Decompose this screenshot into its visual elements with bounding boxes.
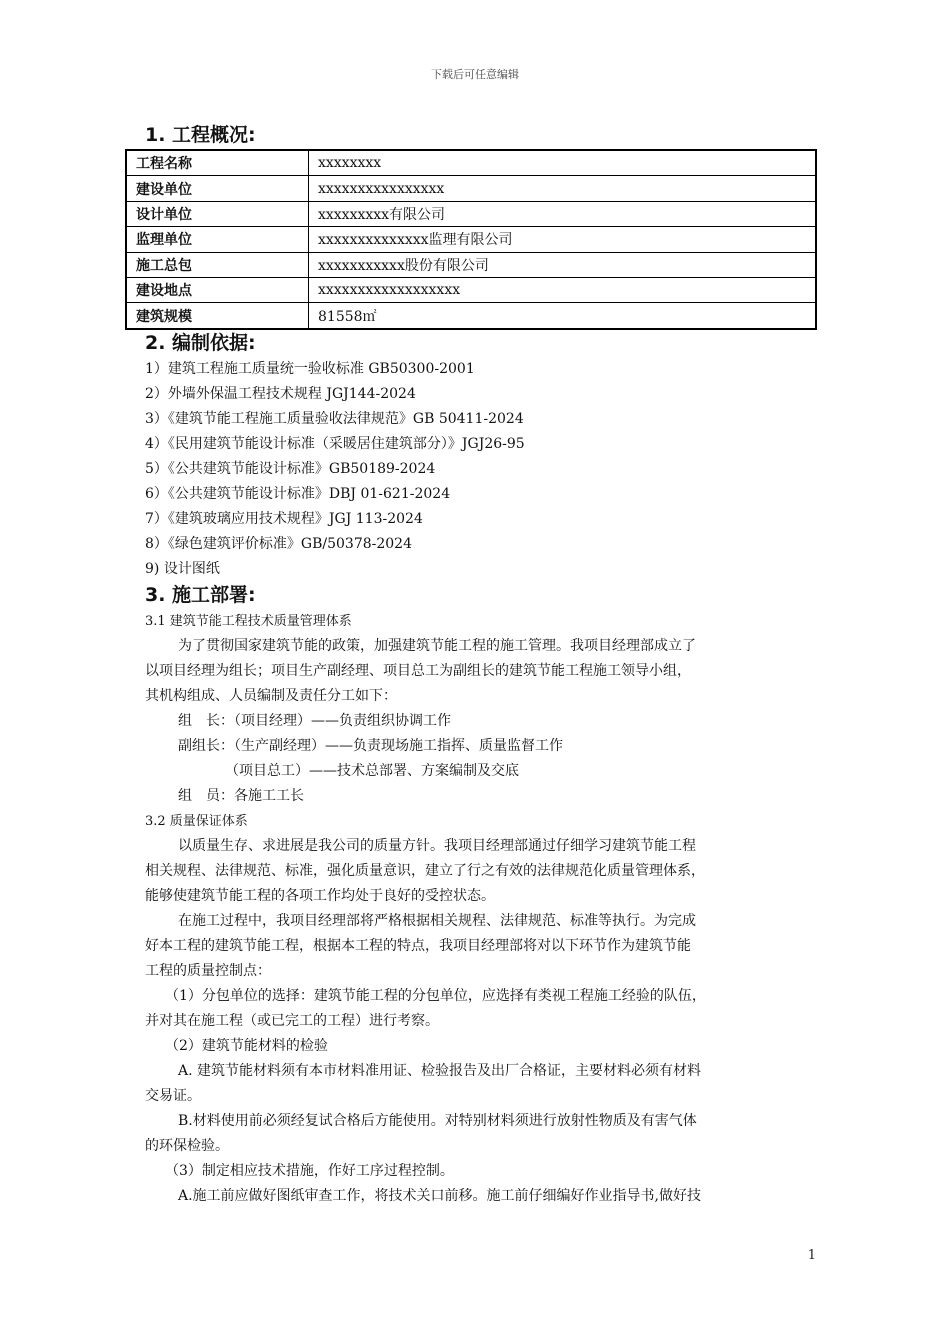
row-label: 建设地点 [126,277,309,302]
table-row [126,277,816,302]
section-3-title: 3. 施工部署: [145,583,256,606]
paragraph-line: B.材料使用前必须经复试合格后方能使用。对特别材料须进行放射性物质及有害气体 [178,1112,697,1129]
basis-item: 3）《建筑节能工程施工质量验收法律规范》GB 50411-2024 [145,410,524,427]
paragraph-line: 在施工过程中，我项目经理部将严格根据相关规程、法律规范、标准等执行。为完成 [178,912,696,929]
role-line: 副组长：（生产副经理）——负责现场施工指挥、质量监督工作 [178,737,563,754]
table-row [126,150,816,176]
paragraph-line: 其机构组成、人员编制及责任分工如下： [145,687,397,704]
basis-item: 5）《公共建筑节能设计标准》GB50189-2024 [145,460,436,477]
table-row [126,252,816,277]
control-point-line: （1）分包单位的选择：建筑节能工程的分包单位，应选择有类视工程施工经验的队伍， [165,987,706,1004]
table-row [126,201,816,226]
row-value: xxxxxxxxxxxxxxxxxx [309,277,817,302]
row-label: 建筑规模 [126,303,309,329]
paragraph-line: 能够使建筑节能工程的各项工作均处于良好的受控状态。 [145,887,495,904]
subsection-3-2-title: 3.2 质量保证体系 [145,813,248,829]
row-label: 工程名称 [126,150,309,176]
table-row [126,176,816,201]
basis-item: 4）《民用建筑节能设计标准（采暖居住建筑部分）》JGJ26-95 [145,435,525,452]
row-value: xxxxxxxxxxx股份有限公司 [309,252,817,277]
basis-item: 6）《公共建筑节能设计标准》DBJ 01-621-2024 [145,485,451,502]
row-value: 81558㎡ [309,303,817,329]
basis-item: 9) 设计图纸 [145,560,220,577]
table-row [126,303,816,329]
row-value: xxxxxxxxxxxxxx监理有限公司 [309,227,817,252]
document-body [136,122,817,1209]
role-line: 组 员：各施工工长 [178,787,304,804]
paragraph-line: 为了贯彻国家建筑节能的政策，加强建筑节能工程的施工管理。我项目经理部成立了 [178,637,696,654]
basis-item: 7）《建筑玻璃应用技术规程》JGJ 113-2024 [145,510,423,527]
project-overview-table [125,149,817,330]
basis-item: 8）《绿色建筑评价标准》GB/50378-2024 [145,535,412,552]
control-point-line: 并对其在施工程（或已完工的工程）进行考察。 [145,1012,439,1029]
paragraph-line: 工程的质量控制点： [145,962,271,979]
paragraph-line: 好本工程的建筑节能工程，根据本工程的特点，我项目经理部将对以下环节作为建筑节能 [145,937,691,954]
row-value: xxxxxxxxxxxxxxxx [309,176,817,201]
basis-item: 1）建筑工程施工质量统一验收标准 GB50300-2001 [145,360,475,377]
row-label: 施工总包 [126,252,309,277]
table-row [126,227,816,252]
control-point-title: （3）制定相应技术措施，作好工序过程控制。 [165,1162,454,1179]
row-label: 设计单位 [126,201,309,226]
page-number: 1 [807,1248,816,1263]
role-line: 组 长：（项目经理）——负责组织协调工作 [178,712,451,729]
subsection-3-1-title: 3.1 建筑节能工程技术质量管理体系 [145,613,352,629]
paragraph-line: 的环保检验。 [145,1137,229,1154]
row-label: 监理单位 [126,227,309,252]
basis-item: 2）外墙外保温工程技术规程 JGJ144-2024 [145,385,416,402]
row-value: xxxxxxxxx有限公司 [309,201,817,226]
section-1-title: 1. 工程概况: [145,124,256,146]
row-value: xxxxxxxx [309,150,817,176]
section-2-title: 2. 编制依据: [145,331,256,354]
paragraph-line: A. 建筑节能材料须有本市材料准用证、检验报告及出厂合格证，主要材料必须有材料 [178,1062,702,1079]
control-point-title: （2）建筑节能材料的检验 [165,1037,328,1054]
paragraph-line: 以项目经理为组长；项目生产副经理、项目总工为副组长的建筑节能工程施工领导小组， [145,662,691,679]
paragraph-line: A.施工前应做好图纸审查工作，将技术关口前移。施工前仔细编好作业指导书,做好技 [178,1187,702,1204]
paragraph-line: 交易证。 [145,1087,201,1104]
paragraph-line: 相关规程、法律规范、标准，强化质量意识，建立了行之有效的法律规范化质量管理体系， [145,862,705,879]
role-line: （项目总工）——技术总部署、方案编制及交底 [225,762,519,779]
paragraph-line: 以质量生存、求进展是我公司的质量方针。我项目经理部通过仔细学习建筑节能工程 [178,837,696,854]
header-note: 下载后可任意编辑 [431,68,519,81]
row-label: 建设单位 [126,176,309,201]
